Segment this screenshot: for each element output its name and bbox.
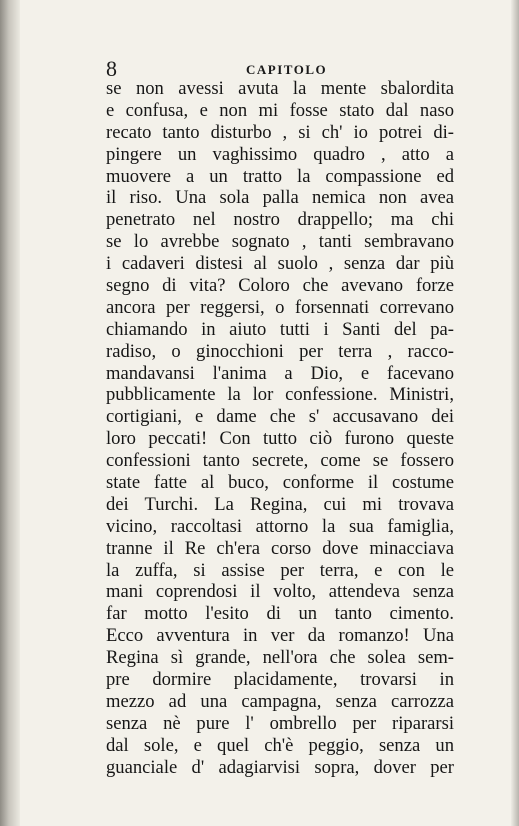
text-line: state fatte al buco, conforme il costume	[106, 472, 454, 494]
text-line: senza nè pure l' ombrello per ripararsi	[106, 712, 454, 734]
text-line: mandavansi l'anima a Dio, e facevano	[106, 362, 454, 384]
text-line: ancora per reggersi, o forsennati correvano	[106, 296, 454, 318]
text-line: far motto l'esito di un tanto cimento.	[106, 603, 454, 625]
page-number: 8	[106, 56, 117, 81]
page-edge	[511, 0, 519, 826]
text-line: mani coprendosi il volto, attendeva senza	[106, 581, 454, 603]
text-line: radiso, o ginocchioni per terra , racco-	[106, 340, 454, 362]
text-line: cortigiani, e dame che s' accusavano dei	[106, 406, 454, 428]
text-line: tranne il Re ch'era corso dove minacciava	[106, 537, 454, 559]
text-line: penetrato nel nostro drappello; ma chi	[106, 209, 454, 231]
text-line: dal sole, e quel ch'è peggio, senza un	[106, 734, 454, 756]
text-line: Regina sì grande, nell'ora che solea sem-	[106, 647, 454, 669]
text-line: dei Turchi. La Regina, cui mi trovava	[106, 493, 454, 515]
text-line: e confusa, e non mi fosse stato dal naso	[106, 99, 454, 121]
text-line: la zuffa, si assise per terra, e con le	[106, 559, 454, 581]
text-line: mezzo ad una campagna, senza carrozza	[106, 690, 454, 712]
text-line: se non avessi avuta la mente sbalordita	[106, 78, 454, 99]
text-line: pre dormire placidamente, trovarsi in	[106, 669, 454, 691]
text-line: il riso. Una sola palla nemica non avea	[106, 187, 454, 209]
text-line: se lo avrebbe sognato , tanti sembravano	[106, 231, 454, 253]
text-line: Ecco avventura in ver da romanzo! Una	[106, 625, 454, 647]
text-line: guanciale d' adagiarvisi sopra, dover per	[106, 756, 454, 778]
text-line: chiamando in aiuto tutti i Santi del pa-	[106, 318, 454, 340]
text-line: loro peccati! Con tutto ciò furono queste	[106, 428, 454, 450]
text-line: pubblicamente la lor confessione. Ministri,	[106, 384, 454, 406]
text-line: i cadaveri distesi al suolo , senza dar più	[106, 253, 454, 275]
running-head: CAPITOLO	[246, 62, 328, 77]
text-line: segno di vita? Coloro che avevano forze	[106, 275, 454, 297]
text-line: pingere un vaghissimo quadro , atto a	[106, 143, 454, 165]
text-line: confessioni tanto secrete, come se fossero	[106, 450, 454, 472]
text-line: recato tanto disturbo , si ch' io potrei di-	[106, 121, 454, 143]
text-line: vicino, raccoltasi attorno la sua famiglia,	[106, 515, 454, 537]
body-text	[106, 78, 454, 779]
page-spine-shadow	[0, 0, 20, 826]
text-line: muovere a un tratto la compassione ed	[106, 165, 454, 187]
